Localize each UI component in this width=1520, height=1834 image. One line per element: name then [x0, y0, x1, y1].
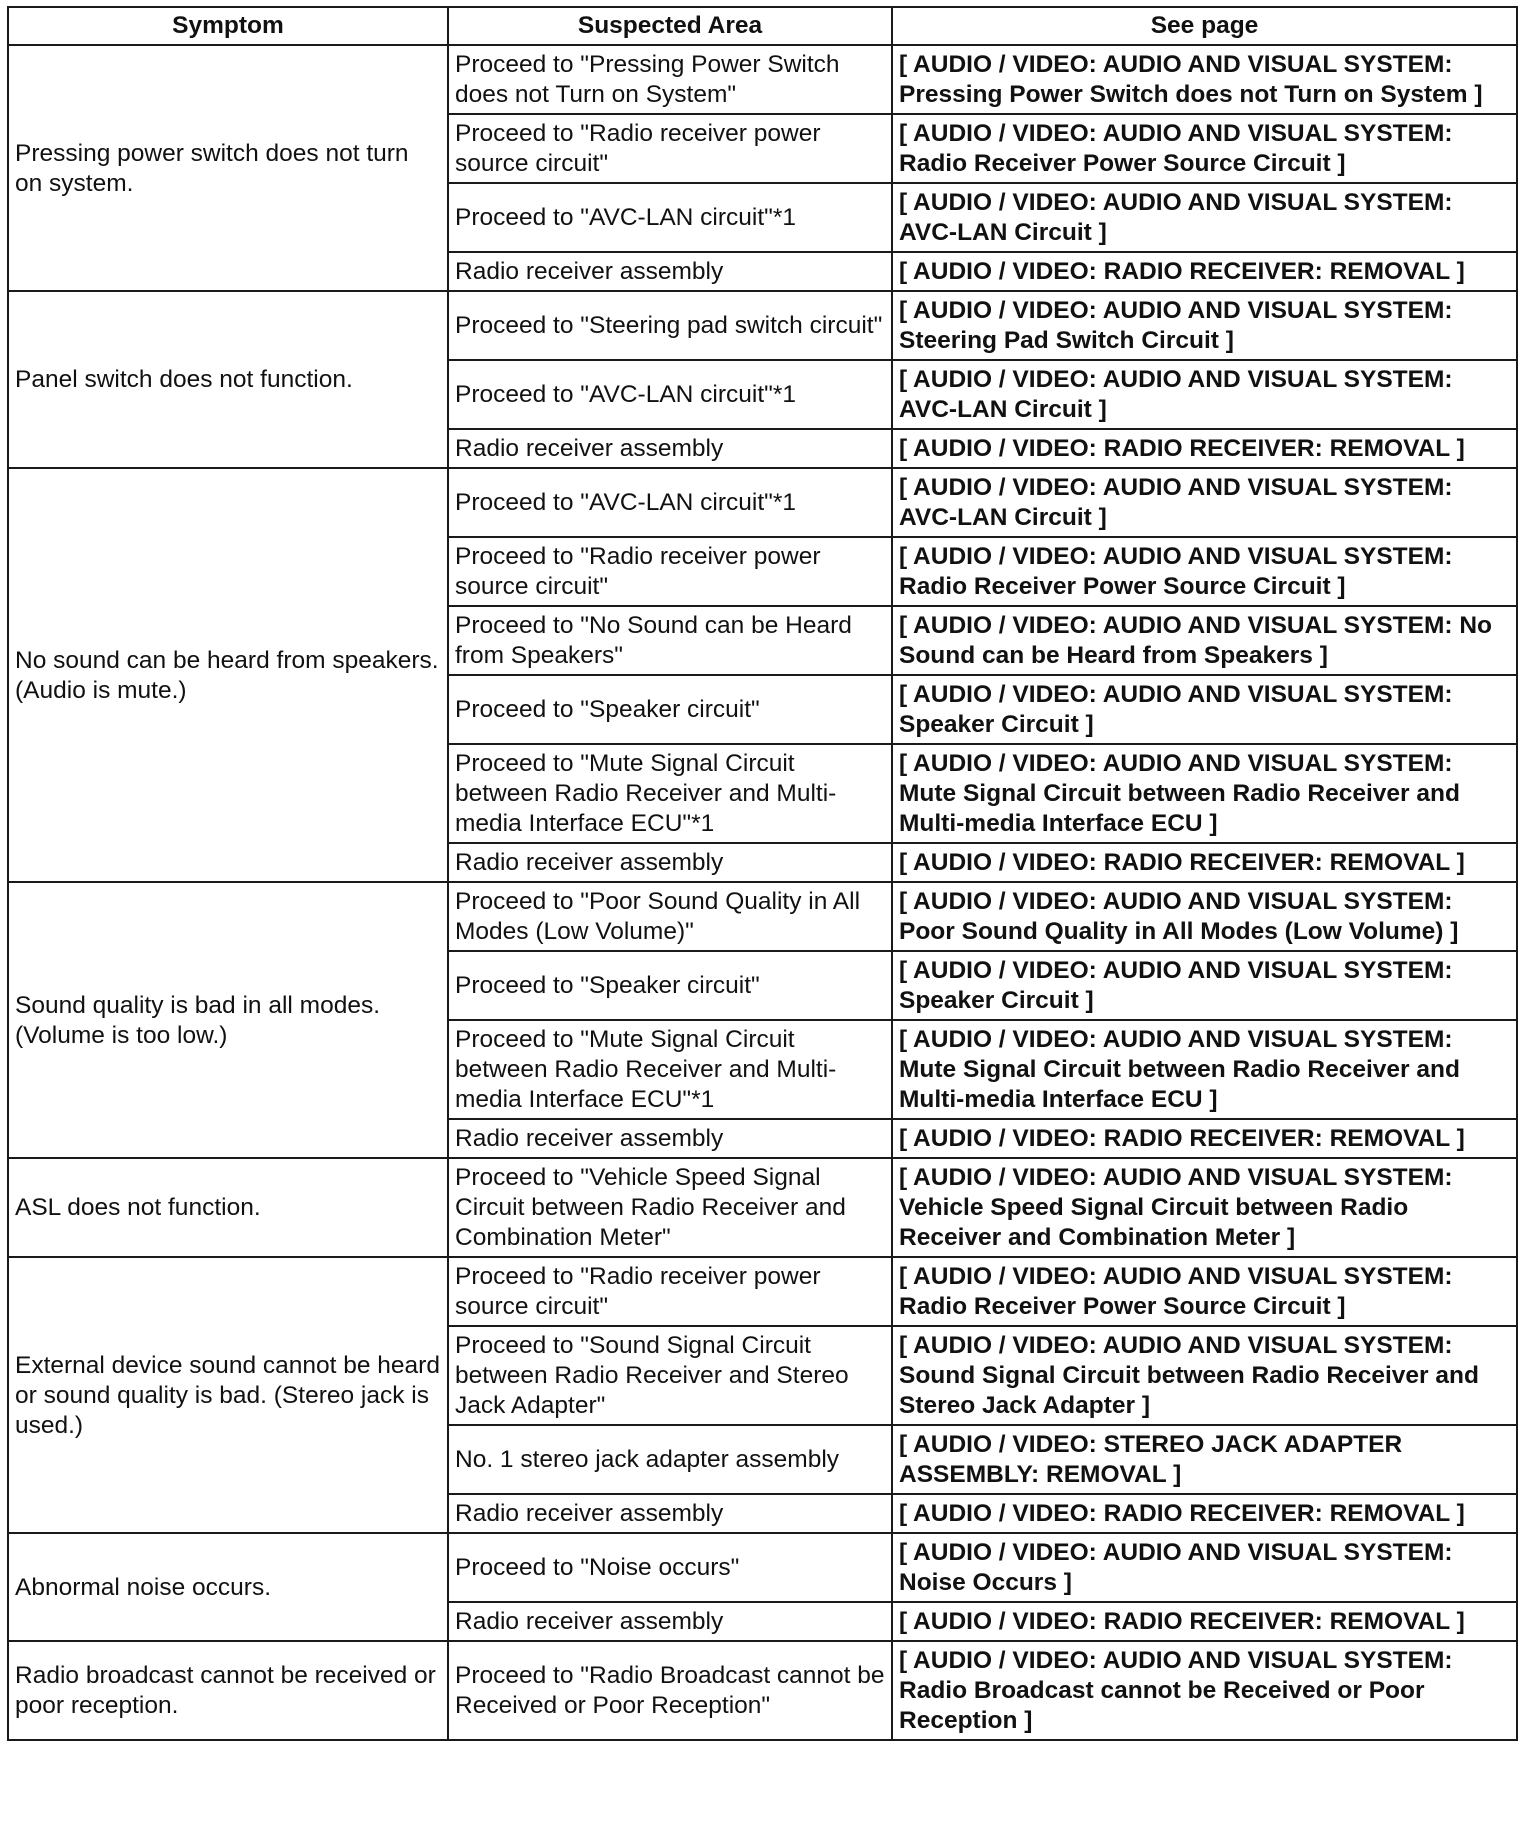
table-header-row — [8, 7, 1517, 45]
suspected-area-cell: Proceed to "Sound Signal Circuit between Radio Receiver and Stereo Jack Adapter" — [448, 1326, 892, 1425]
suspected-area-cell: Proceed to "Steering pad switch circuit" — [448, 291, 892, 360]
see-page-link[interactable]: [ AUDIO / VIDEO: RADIO RECEIVER: REMOVAL ] — [892, 252, 1517, 291]
symptom-cell: ASL does not function. — [8, 1158, 448, 1257]
suspected-area-cell: Radio receiver assembly — [448, 843, 892, 882]
symptom-cell: Abnormal noise occurs. — [8, 1533, 448, 1641]
troubleshooting-table-wrapper — [7, 6, 1518, 1741]
see-page-link[interactable]: [ AUDIO / VIDEO: AUDIO AND VISUAL SYSTEM: Noise Occurs ] — [892, 1533, 1517, 1602]
see-page-link[interactable]: [ AUDIO / VIDEO: RADIO RECEIVER: REMOVAL ] — [892, 843, 1517, 882]
table-row — [8, 45, 1517, 114]
see-page-link[interactable]: [ AUDIO / VIDEO: AUDIO AND VISUAL SYSTEM: Pressing Power Switch does not Turn on System ] — [892, 45, 1517, 114]
table-row — [8, 468, 1517, 537]
table-row — [8, 1533, 1517, 1602]
see-page-link[interactable]: [ AUDIO / VIDEO: AUDIO AND VISUAL SYSTEM: Radio Broadcast cannot be Received or Poor Reception ] — [892, 1641, 1517, 1740]
suspected-area-cell: Proceed to "Noise occurs" — [448, 1533, 892, 1602]
see-page-link[interactable]: [ AUDIO / VIDEO: AUDIO AND VISUAL SYSTEM: Speaker Circuit ] — [892, 951, 1517, 1020]
see-page-link[interactable]: [ AUDIO / VIDEO: AUDIO AND VISUAL SYSTEM: Radio Receiver Power Source Circuit ] — [892, 1257, 1517, 1326]
suspected-area-cell: Proceed to "Radio Broadcast cannot be Received or Poor Reception" — [448, 1641, 892, 1740]
suspected-area-cell: Proceed to "Mute Signal Circuit between Radio Receiver and Multi-media Interface ECU"*1 — [448, 1020, 892, 1119]
suspected-area-cell: No. 1 stereo jack adapter assembly — [448, 1425, 892, 1494]
see-page-link[interactable]: [ AUDIO / VIDEO: RADIO RECEIVER: REMOVAL ] — [892, 1119, 1517, 1158]
suspected-area-cell: Radio receiver assembly — [448, 429, 892, 468]
problem-symptoms-table — [7, 6, 1518, 1741]
see-page-link[interactable]: [ AUDIO / VIDEO: RADIO RECEIVER: REMOVAL ] — [892, 1494, 1517, 1533]
see-page-link[interactable]: [ AUDIO / VIDEO: AUDIO AND VISUAL SYSTEM: Vehicle Speed Signal Circuit between Radio Receiver and Combination Meter ] — [892, 1158, 1517, 1257]
suspected-area-cell: Proceed to "Poor Sound Quality in All Modes (Low Volume)" — [448, 882, 892, 951]
table-row — [8, 1257, 1517, 1326]
see-page-link[interactable]: [ AUDIO / VIDEO: AUDIO AND VISUAL SYSTEM: Speaker Circuit ] — [892, 675, 1517, 744]
suspected-area-cell: Radio receiver assembly — [448, 252, 892, 291]
see-page-link[interactable]: [ AUDIO / VIDEO: AUDIO AND VISUAL SYSTEM: AVC-LAN Circuit ] — [892, 468, 1517, 537]
table-row — [8, 882, 1517, 951]
see-page-link[interactable]: [ AUDIO / VIDEO: STEREO JACK ADAPTER ASSEMBLY: REMOVAL ] — [892, 1425, 1517, 1494]
symptom-cell: Radio broadcast cannot be received or poor reception. — [8, 1641, 448, 1740]
table-row — [8, 291, 1517, 360]
symptom-cell: External device sound cannot be heard or sound quality is bad. (Stereo jack is used.) — [8, 1257, 448, 1533]
see-page-link[interactable]: [ AUDIO / VIDEO: RADIO RECEIVER: REMOVAL ] — [892, 1602, 1517, 1641]
suspected-area-cell: Radio receiver assembly — [448, 1119, 892, 1158]
suspected-area-cell: Proceed to "Radio receiver power source circuit" — [448, 114, 892, 183]
see-page-link[interactable]: [ AUDIO / VIDEO: AUDIO AND VISUAL SYSTEM: Steering Pad Switch Circuit ] — [892, 291, 1517, 360]
header-suspected-area: Suspected Area — [448, 7, 892, 45]
see-page-link[interactable]: [ AUDIO / VIDEO: AUDIO AND VISUAL SYSTEM: Mute Signal Circuit between Radio Receiver and Multi-media Interface ECU ] — [892, 1020, 1517, 1119]
suspected-area-cell: Proceed to "AVC-LAN circuit"*1 — [448, 360, 892, 429]
suspected-area-cell: Proceed to "Vehicle Speed Signal Circuit between Radio Receiver and Combination Meter" — [448, 1158, 892, 1257]
see-page-link[interactable]: [ AUDIO / VIDEO: AUDIO AND VISUAL SYSTEM: Sound Signal Circuit between Radio Receiver and Stereo Jack Adapter ] — [892, 1326, 1517, 1425]
suspected-area-cell: Radio receiver assembly — [448, 1602, 892, 1641]
see-page-link[interactable]: [ AUDIO / VIDEO: RADIO RECEIVER: REMOVAL ] — [892, 429, 1517, 468]
suspected-area-cell: Proceed to "Mute Signal Circuit between Radio Receiver and Multi-media Interface ECU"*1 — [448, 744, 892, 843]
suspected-area-cell: Proceed to "AVC-LAN circuit"*1 — [448, 183, 892, 252]
suspected-area-cell: Proceed to "AVC-LAN circuit"*1 — [448, 468, 892, 537]
see-page-link[interactable]: [ AUDIO / VIDEO: AUDIO AND VISUAL SYSTEM: Mute Signal Circuit between Radio Receiver and Multi-media Interface ECU ] — [892, 744, 1517, 843]
symptom-cell: Panel switch does not function. — [8, 291, 448, 468]
header-see-page: See page — [892, 7, 1517, 45]
suspected-area-cell: Radio receiver assembly — [448, 1494, 892, 1533]
suspected-area-cell: Proceed to "Radio receiver power source circuit" — [448, 1257, 892, 1326]
table-row — [8, 1158, 1517, 1257]
suspected-area-cell: Proceed to "Speaker circuit" — [448, 951, 892, 1020]
suspected-area-cell: Proceed to "Speaker circuit" — [448, 675, 892, 744]
symptom-cell: Sound quality is bad in all modes. (Volume is too low.) — [8, 882, 448, 1158]
header-symptom: Symptom — [8, 7, 448, 45]
table-row — [8, 1641, 1517, 1740]
see-page-link[interactable]: [ AUDIO / VIDEO: AUDIO AND VISUAL SYSTEM: Radio Receiver Power Source Circuit ] — [892, 114, 1517, 183]
suspected-area-cell: Proceed to "Radio receiver power source circuit" — [448, 537, 892, 606]
symptom-cell: No sound can be heard from speakers. (Audio is mute.) — [8, 468, 448, 882]
see-page-link[interactable]: [ AUDIO / VIDEO: AUDIO AND VISUAL SYSTEM: No Sound can be Heard from Speakers ] — [892, 606, 1517, 675]
see-page-link[interactable]: [ AUDIO / VIDEO: AUDIO AND VISUAL SYSTEM: Radio Receiver Power Source Circuit ] — [892, 537, 1517, 606]
see-page-link[interactable]: [ AUDIO / VIDEO: AUDIO AND VISUAL SYSTEM: AVC-LAN Circuit ] — [892, 183, 1517, 252]
see-page-link[interactable]: [ AUDIO / VIDEO: AUDIO AND VISUAL SYSTEM: AVC-LAN Circuit ] — [892, 360, 1517, 429]
symptom-cell: Pressing power switch does not turn on system. — [8, 45, 448, 291]
see-page-link[interactable]: [ AUDIO / VIDEO: AUDIO AND VISUAL SYSTEM: Poor Sound Quality in All Modes (Low Volume) ] — [892, 882, 1517, 951]
suspected-area-cell: Proceed to "Pressing Power Switch does not Turn on System" — [448, 45, 892, 114]
suspected-area-cell: Proceed to "No Sound can be Heard from Speakers" — [448, 606, 892, 675]
